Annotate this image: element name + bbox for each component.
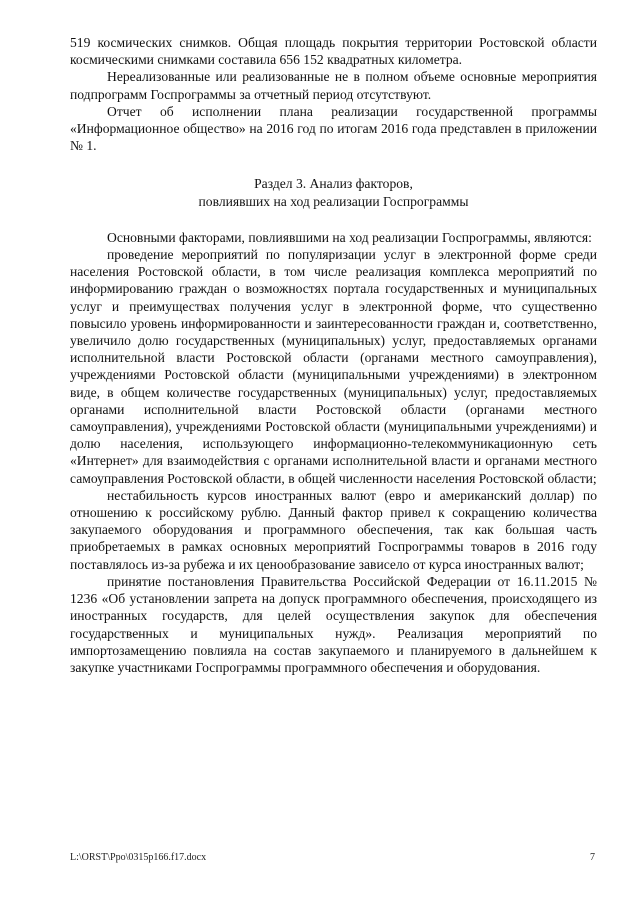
paragraph-unrealized-activities: Нереализованные или реализованные не в полном объеме основные мероприятия подпрограмм Госпрограммы за отчетный период отсутствуют. [70, 69, 597, 102]
paragraph-factor-import-substitution: принятие постановления Правительства Российской Федерации от 16.11.2015 № 1236 «Об установлении запрета на допуск программного обеспечения, происходящего из иностранных государств, для целей осуществления закупок для обеспечения государственных и муниципальных нужд». Реализация мероприятий по импортозамещению повлияла на состав закупаемого и планируемого в дальнейшем к закупке участниками Госпрограммы программного обеспечения и оборудования. [70, 573, 597, 675]
paragraph-factor-popularization: проведение мероприятий по популяризации услуг в электронной форме среди населения Ростовской области, в том числе реализация комплекса мероприятий по информированию граждан о возможностях портала государственных и муниципальных услуг и преимуществах получения услуг в электронной форме, что существенно повысило уровень информированности и заинтересованности граждан и, соответственно, увеличило долю государственных (муниципальных) услуг, предоставляемых органами исполнительной власти Ростовской области (органами местного самоуправления), учреждениями Ростовской области (муниципальными учреждениями) в электронном виде, в общем количестве государственных (муниципальных) услуг, предоставляемых органами исполнительной власти Ростовской области (органами местного самоуправления), учреждениями Ростовской области (муниципальными учреждениями) и долю населения, использующего информационно-телекоммуникационную сеть «Интернет» для взаимодействия с органами исполнительной власти и органами местного самоуправления Ростовской области, в общей численности населения Ростовской области; [70, 247, 597, 486]
document-page [70, 34, 597, 676]
page-number: 7 [590, 852, 595, 863]
paragraph-report-reference: Отчет об исполнении плана реализации государственной программы «Информационное общество» на 2016 год по итогам 2016 года представлен в приложении № 1. [70, 103, 597, 154]
section-title-line2: повлиявших на ход реализации Госпрограммы [198, 193, 469, 209]
section-title-line1: Раздел 3. Анализ факторов, [254, 176, 413, 192]
section-heading [70, 175, 597, 209]
paragraph-factor-currency: нестабильность курсов иностранных валют (евро и американский доллар) по отношению к российскому рублю. Данный фактор привел к сокращению количества закупаемого оборудования и программного обеспечения, так как большая часть приобретаемых в рамках основных мероприятий Госпрограммы товаров в 2016 году поставлялось из-за рубежа и их ценообразование зависело от курса иностранных валют; [70, 487, 597, 572]
footer-file-path: L:\ORST\Ppo\0315p166.f17.docx [70, 852, 207, 863]
paragraph-factors-intro: Основными факторами, повлиявшими на ход реализации Госпрограммы, являются: [107, 229, 592, 245]
paragraph-satellite-images: 519 космических снимков. Общая площадь покрытия территории Ростовской области космическими снимками составила 656 152 квадратных километра. [70, 35, 597, 68]
